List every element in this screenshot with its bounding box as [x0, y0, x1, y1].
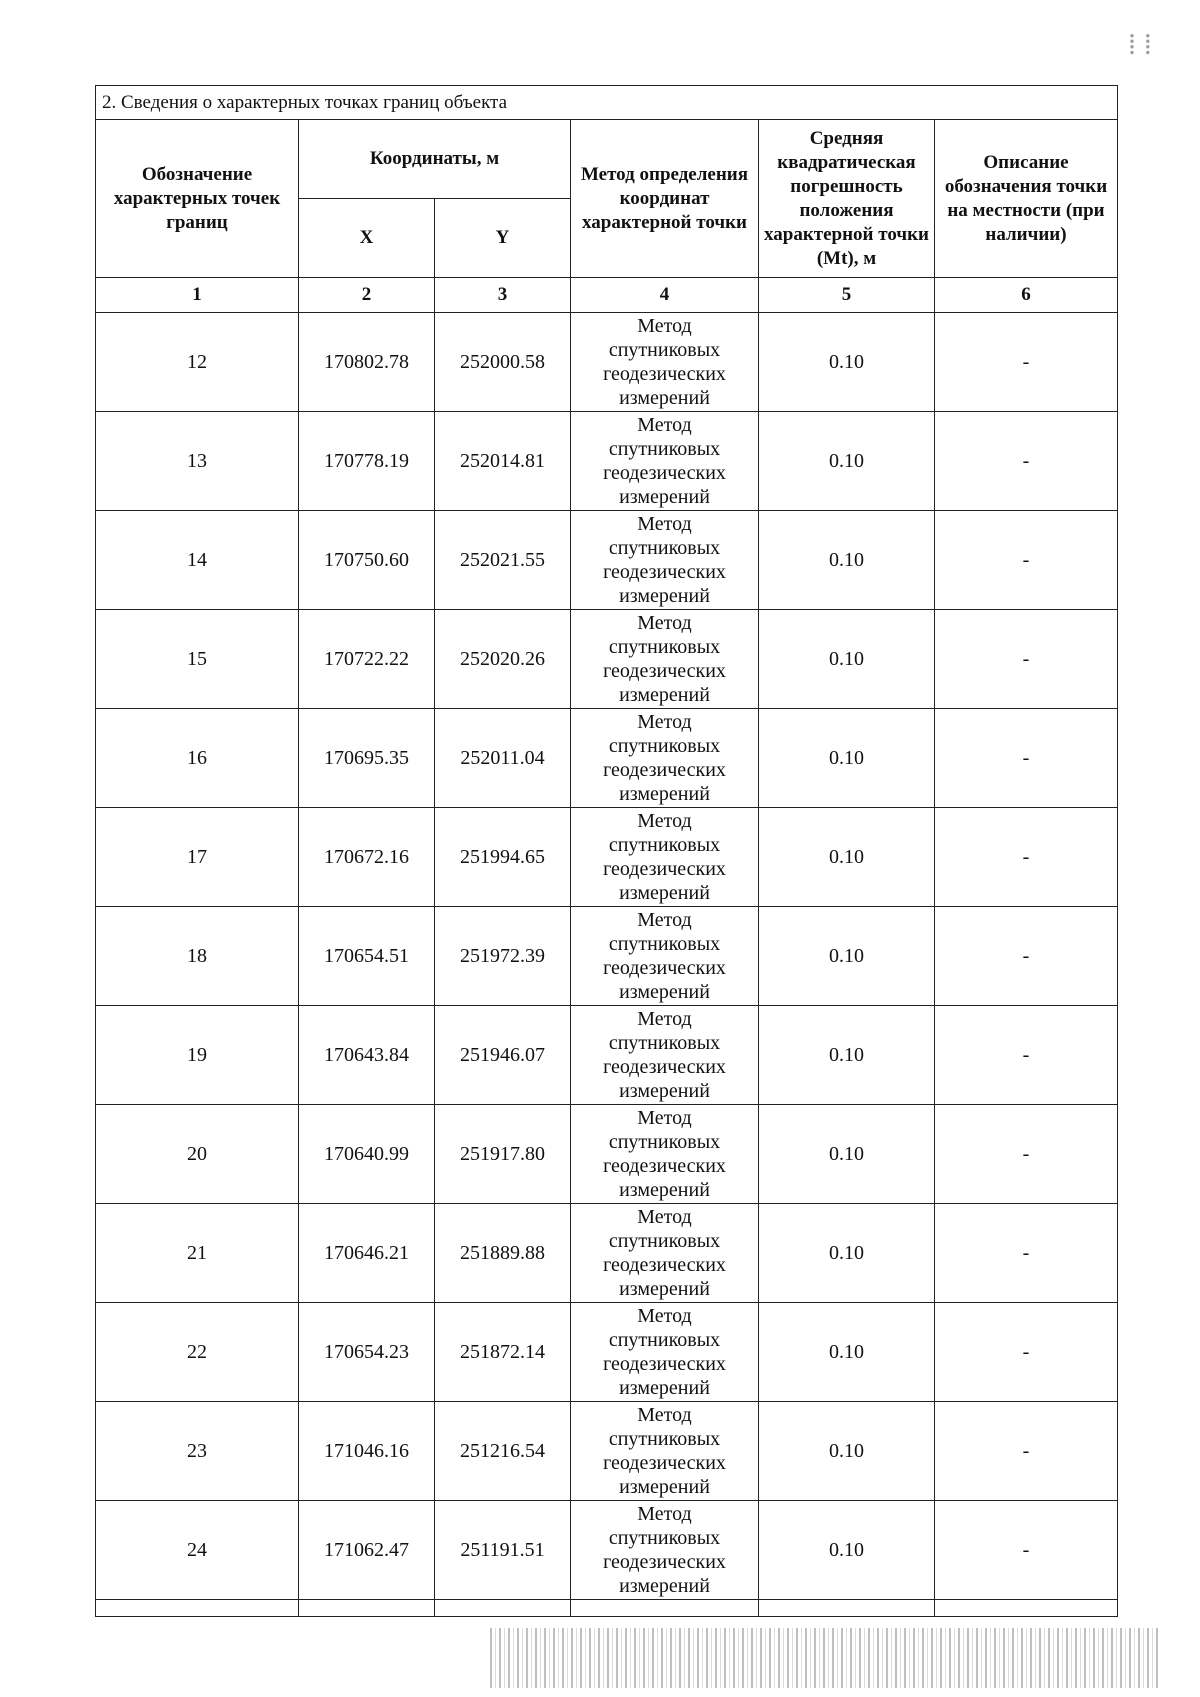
table-row	[96, 907, 1118, 1006]
x-coordinate-cell: 170646.21	[299, 1204, 435, 1303]
method-line: Метод	[637, 1404, 692, 1426]
column-number: 2	[299, 278, 435, 313]
method-cell	[571, 1006, 759, 1105]
x-coordinate-cell: 170778.19	[299, 412, 435, 511]
header-error: Средняя квадратическая погрешность положения характерной точки (Mt), м	[759, 120, 935, 278]
method-line: Метод	[637, 711, 692, 733]
method-line: Метод	[637, 315, 692, 337]
y-coordinate-cell: 251946.07	[435, 1006, 571, 1105]
y-coordinate-cell: 252020.26	[435, 610, 571, 709]
table-row	[96, 511, 1118, 610]
method-line: геодезических	[603, 1056, 726, 1078]
method-line: измерений	[619, 1278, 710, 1300]
x-coordinate-cell: 171062.47	[299, 1501, 435, 1600]
y-coordinate-cell: 251216.54	[435, 1402, 571, 1501]
description-cell: -	[935, 412, 1118, 511]
table-row	[96, 1204, 1118, 1303]
method-cell	[571, 412, 759, 511]
table-row	[96, 709, 1118, 808]
method-line: измерений	[619, 387, 710, 409]
method-cell	[571, 1105, 759, 1204]
method-cell	[571, 511, 759, 610]
table-row	[96, 412, 1118, 511]
column-number: 5	[759, 278, 935, 313]
description-cell: -	[935, 511, 1118, 610]
method-line: измерений	[619, 1476, 710, 1498]
table-row	[96, 1501, 1118, 1600]
point-cell: 16	[96, 709, 299, 808]
y-coordinate-cell: 252014.81	[435, 412, 571, 511]
table-row	[96, 1105, 1118, 1204]
method-line: Метод	[637, 909, 692, 931]
method-cell	[571, 610, 759, 709]
method-line: геодезических	[603, 1155, 726, 1177]
method-line: геодезических	[603, 1254, 726, 1276]
error-cell: 0.10	[759, 1501, 935, 1600]
method-cell	[571, 1303, 759, 1402]
error-cell: 0.10	[759, 511, 935, 610]
column-number: 3	[435, 278, 571, 313]
description-cell: -	[935, 1303, 1118, 1402]
method-line: Метод	[637, 1206, 692, 1228]
error-cell: 0.10	[759, 313, 935, 412]
method-line: геодезических	[603, 1353, 726, 1375]
method-line: измерений	[619, 1080, 710, 1102]
header-coordinates: Координаты, м	[299, 120, 571, 199]
y-coordinate-cell: 251917.80	[435, 1105, 571, 1204]
point-cell: 17	[96, 808, 299, 907]
method-cell	[571, 808, 759, 907]
table-row	[96, 808, 1118, 907]
method-cell	[571, 1402, 759, 1501]
description-cell: -	[935, 313, 1118, 412]
method-line: Метод	[637, 513, 692, 535]
description-cell: -	[935, 1006, 1118, 1105]
x-coordinate-cell: 170750.60	[299, 511, 435, 610]
point-cell: 18	[96, 907, 299, 1006]
method-line: спутниковых	[608, 438, 721, 460]
table-row	[96, 1006, 1118, 1105]
error-cell: 0.10	[759, 610, 935, 709]
method-line: спутниковых	[608, 933, 721, 955]
point-cell: 21	[96, 1204, 299, 1303]
x-coordinate-cell: 171046.16	[299, 1402, 435, 1501]
method-line: спутниковых	[608, 735, 721, 757]
header-method: Метод определения координат характерной точки	[571, 120, 759, 278]
description-cell: -	[935, 1501, 1118, 1600]
method-cell	[571, 907, 759, 1006]
error-cell: 0.10	[759, 709, 935, 808]
column-number: 4	[571, 278, 759, 313]
point-cell: 20	[96, 1105, 299, 1204]
boundary-points-table	[95, 85, 1118, 1617]
table-row	[96, 610, 1118, 709]
table-row	[96, 313, 1118, 412]
y-coordinate-cell: 251872.14	[435, 1303, 571, 1402]
method-line: Метод	[637, 414, 692, 436]
method-line: Метод	[637, 1107, 692, 1129]
points-section	[95, 85, 1117, 1617]
method-line: геодезических	[603, 462, 726, 484]
method-line: Метод	[637, 1305, 692, 1327]
x-coordinate-cell: 170640.99	[299, 1105, 435, 1204]
scan-noise	[490, 1628, 1160, 1688]
method-line: спутниковых	[608, 339, 721, 361]
scan-corner-mark: ⁞ ⁞	[1127, 28, 1152, 61]
point-cell: 19	[96, 1006, 299, 1105]
description-cell: -	[935, 808, 1118, 907]
error-cell: 0.10	[759, 1303, 935, 1402]
method-line: измерений	[619, 783, 710, 805]
method-cell	[571, 1204, 759, 1303]
method-line: геодезических	[603, 1551, 726, 1573]
header-designation: Обозначение характерных точек границ	[96, 120, 299, 278]
method-line: спутниковых	[608, 834, 721, 856]
header-x: X	[299, 199, 435, 278]
point-cell: 23	[96, 1402, 299, 1501]
y-coordinate-cell: 251889.88	[435, 1204, 571, 1303]
table-row	[96, 1303, 1118, 1402]
section-title: 2. Сведения о характерных точках границ объекта	[96, 86, 1118, 120]
column-numbers-row	[96, 278, 1118, 313]
x-coordinate-cell: 170722.22	[299, 610, 435, 709]
method-line: измерений	[619, 1377, 710, 1399]
method-line: Метод	[637, 1503, 692, 1525]
error-cell: 0.10	[759, 412, 935, 511]
description-cell: -	[935, 907, 1118, 1006]
y-coordinate-cell: 251972.39	[435, 907, 571, 1006]
description-cell: -	[935, 1204, 1118, 1303]
column-number: 6	[935, 278, 1118, 313]
error-cell: 0.10	[759, 1105, 935, 1204]
error-cell: 0.10	[759, 1006, 935, 1105]
method-cell	[571, 709, 759, 808]
point-cell: 24	[96, 1501, 299, 1600]
point-cell: 13	[96, 412, 299, 511]
method-line: измерений	[619, 1575, 710, 1597]
method-line: Метод	[637, 612, 692, 634]
table-tail-row	[96, 1600, 1118, 1617]
point-cell: 22	[96, 1303, 299, 1402]
description-cell: -	[935, 1105, 1118, 1204]
method-line: спутниковых	[608, 1329, 721, 1351]
x-coordinate-cell: 170672.16	[299, 808, 435, 907]
header-y: Y	[435, 199, 571, 278]
method-line: Метод	[637, 810, 692, 832]
point-cell: 12	[96, 313, 299, 412]
x-coordinate-cell: 170695.35	[299, 709, 435, 808]
table-body	[96, 313, 1118, 1600]
method-line: спутниковых	[608, 1131, 721, 1153]
method-line: геодезических	[603, 957, 726, 979]
method-line: измерений	[619, 882, 710, 904]
description-cell: -	[935, 1402, 1118, 1501]
method-line: спутниковых	[608, 1032, 721, 1054]
x-coordinate-cell: 170802.78	[299, 313, 435, 412]
method-line: измерений	[619, 1179, 710, 1201]
method-line: геодезических	[603, 660, 726, 682]
method-line: спутниковых	[608, 1428, 721, 1450]
method-line: измерений	[619, 585, 710, 607]
y-coordinate-cell: 251191.51	[435, 1501, 571, 1600]
error-cell: 0.10	[759, 808, 935, 907]
description-cell: -	[935, 610, 1118, 709]
error-cell: 0.10	[759, 1204, 935, 1303]
table-row	[96, 1402, 1118, 1501]
header-description: Описание обозначения точки на местности (при наличии)	[935, 120, 1118, 278]
x-coordinate-cell: 170654.23	[299, 1303, 435, 1402]
method-cell	[571, 313, 759, 412]
method-line: измерений	[619, 981, 710, 1003]
y-coordinate-cell: 251994.65	[435, 808, 571, 907]
column-number: 1	[96, 278, 299, 313]
method-line: геодезических	[603, 363, 726, 385]
method-line: измерений	[619, 684, 710, 706]
method-line: спутниковых	[608, 537, 721, 559]
method-line: Метод	[637, 1008, 692, 1030]
method-line: геодезических	[603, 561, 726, 583]
y-coordinate-cell: 252021.55	[435, 511, 571, 610]
method-line: спутниковых	[608, 1230, 721, 1252]
point-cell: 14	[96, 511, 299, 610]
method-line: спутниковых	[608, 1527, 721, 1549]
x-coordinate-cell: 170643.84	[299, 1006, 435, 1105]
method-line: геодезических	[603, 858, 726, 880]
x-coordinate-cell: 170654.51	[299, 907, 435, 1006]
error-cell: 0.10	[759, 1402, 935, 1501]
method-cell	[571, 1501, 759, 1600]
description-cell: -	[935, 709, 1118, 808]
method-line: геодезических	[603, 1452, 726, 1474]
method-line: измерений	[619, 486, 710, 508]
method-line: спутниковых	[608, 636, 721, 658]
error-cell: 0.10	[759, 907, 935, 1006]
y-coordinate-cell: 252011.04	[435, 709, 571, 808]
y-coordinate-cell: 252000.58	[435, 313, 571, 412]
method-line: геодезических	[603, 759, 726, 781]
point-cell: 15	[96, 610, 299, 709]
